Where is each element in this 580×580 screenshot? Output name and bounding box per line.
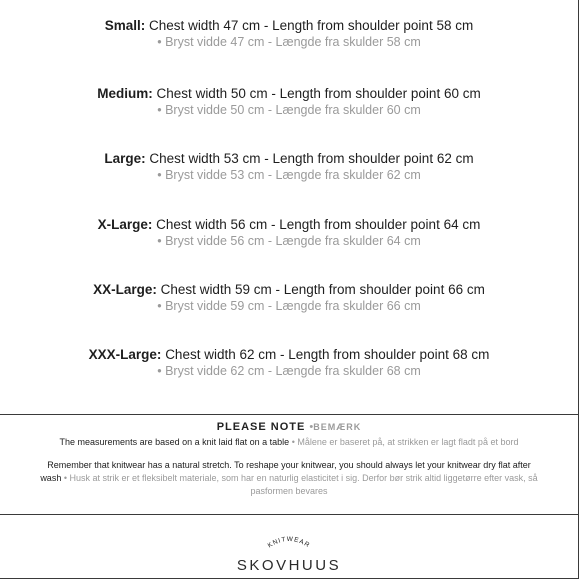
size-row-xx-large (0, 281, 578, 315)
logo-tagline: KNITWEAR (266, 535, 312, 550)
note-measurements-en: The measurements are based on a knit laid flat on a table (59, 437, 290, 447)
note-title-en: PLEASE NOTE (216, 421, 306, 433)
logo-brand-name: SKOVHUUS (236, 557, 342, 574)
size-measurements-en: Chest width 53 cm - Length from shoulder point 62 cm (149, 151, 474, 166)
top-divider (0, 414, 579, 415)
size-row-xxx-large (0, 346, 578, 380)
size-measurements-da: • Bryst vidde 56 cm - Længde fra skulder 64 cm (157, 234, 421, 248)
size-label: Small: (104, 18, 146, 33)
note-stretch-en: Remember that knitwear has a natural stretch. To reshape your knitwear, you should always let your knitwear dry flat after wash (40, 460, 531, 483)
size-label: Medium: (97, 86, 153, 101)
brand-logo (0, 520, 578, 576)
size-row-large (0, 150, 578, 184)
size-measurements-da: • Bryst vidde 53 cm - Længde fra skulder 62 cm (157, 168, 421, 182)
size-measurements-en: Chest width 56 cm - Length from shoulder point 64 cm (156, 217, 481, 232)
size-measurements-da: • Bryst vidde 50 cm - Længde fra skulder 60 cm (157, 103, 421, 117)
note-paragraph-measurements (9, 436, 569, 449)
size-measurements-da: • Bryst vidde 59 cm - Længde fra skulder 66 cm (157, 299, 421, 313)
size-measurements-en: Chest width 62 cm - Length from shoulder point 68 cm (165, 347, 490, 362)
size-label: Large: (104, 151, 146, 166)
note-title-separator: • (309, 421, 314, 433)
bottom-divider (0, 514, 579, 515)
size-label: X-Large: (97, 217, 153, 232)
size-label: XX-Large: (93, 282, 157, 297)
size-label: XXX-Large: (88, 347, 162, 362)
care-note (0, 420, 578, 498)
skovhuus-logo (209, 520, 369, 576)
size-row-medium (0, 85, 578, 119)
note-stretch-da: • Husk at strik er et fleksibelt materiale, som har en naturlig elasticitet i sig. Derfor bør strik altid liggetørre efter vask, så pasformen bevares (63, 473, 538, 496)
size-row-x-large (0, 216, 578, 250)
note-title-da: BEMÆRK (313, 422, 362, 432)
size-measurements-en: Chest width 47 cm - Length from shoulder point 58 cm (149, 18, 474, 33)
note-heading (0, 420, 578, 434)
size-measurements-en: Chest width 59 cm - Length from shoulder point 66 cm (160, 282, 485, 297)
size-row-small (0, 17, 578, 51)
size-measurements-en: Chest width 50 cm - Length from shoulder point 60 cm (156, 86, 481, 101)
size-measurements-da: • Bryst vidde 47 cm - Længde fra skulder 58 cm (157, 35, 421, 49)
size-measurements-da: • Bryst vidde 62 cm - Længde fra skulder 68 cm (157, 364, 421, 378)
note-paragraph-stretch (39, 459, 539, 498)
note-measurements-da: • Målene er baseret på, at strikken er lagt fladt på et bord (291, 437, 519, 447)
